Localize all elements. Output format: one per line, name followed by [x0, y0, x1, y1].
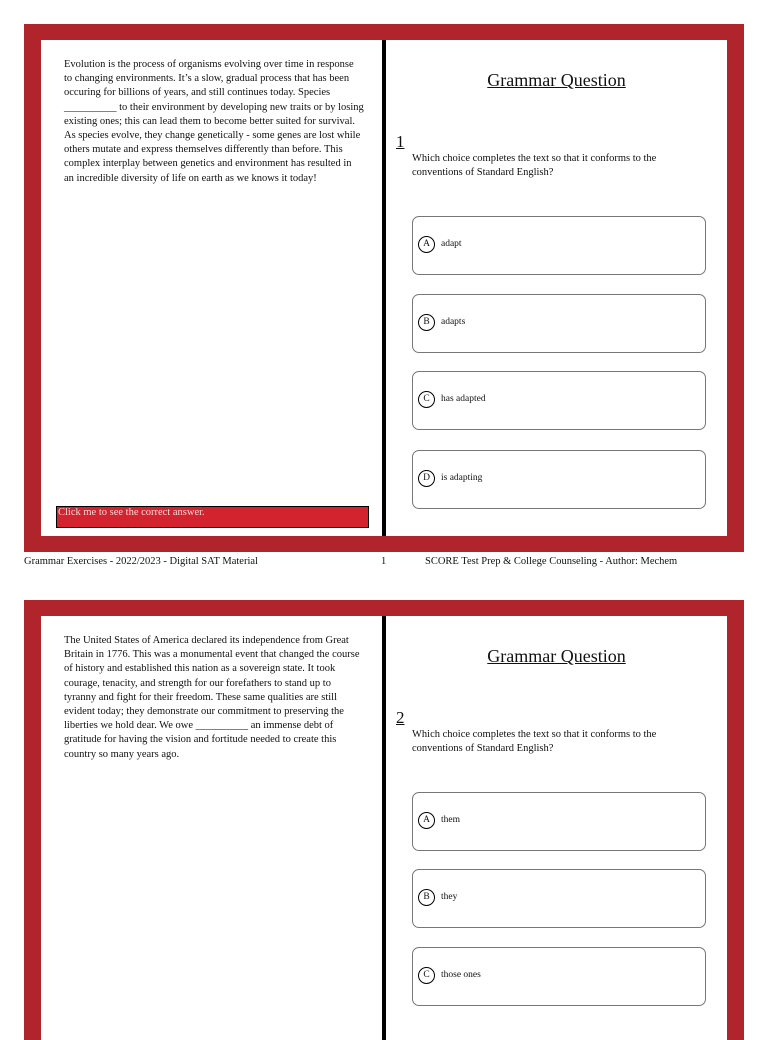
choice-letter: B	[418, 889, 435, 906]
footer-left-text: Grammar Exercises - 2022/2023 - Digital SAT Material	[24, 556, 258, 567]
choice-letter: A	[418, 236, 435, 253]
choice-b[interactable]	[412, 869, 706, 928]
choice-text: adapt	[441, 239, 462, 249]
question-title: Grammar Question	[487, 70, 626, 90]
page-2	[24, 600, 744, 1040]
choice-c[interactable]	[412, 371, 706, 430]
question-panel	[386, 40, 727, 536]
choice-b[interactable]	[412, 294, 706, 353]
choice-text: adapts	[441, 317, 466, 327]
choice-letter: B	[418, 314, 435, 331]
choice-letter: C	[418, 391, 435, 408]
choice-text: has adapted	[441, 394, 486, 404]
passage-text: Evolution is the process of organisms evolving over time in response to changing environments. It’s a slow, gradual process that has been occuring for billions of years, and still continues today. Species __________ to their environment by developing new traits or by losing existing ones; this can lead them to become better suited for survival. As species evolve, they change genetically - some genes are lost while others mutate and express themselves differently than before. This complex interplay between genetics and environment has resulted in an incredible diversity of life on earth as we knows it today!	[64, 59, 364, 184]
show-answer-button[interactable]: Click me to see the correct answer.	[56, 506, 369, 528]
page-footer	[0, 555, 768, 569]
choice-a[interactable]	[412, 216, 706, 275]
choice-text: those ones	[441, 970, 481, 980]
choice-letter: C	[418, 967, 435, 984]
question-panel	[386, 616, 727, 1040]
question-number: 1	[396, 132, 405, 151]
choice-text: they	[441, 892, 458, 902]
question-prompt: Which choice completes the text so that it conforms to the conventions of Standard English?	[412, 729, 657, 755]
choice-d[interactable]	[412, 450, 706, 509]
question-number: 2	[396, 708, 405, 727]
question-title: Grammar Question	[487, 646, 626, 666]
passage-panel	[41, 616, 382, 1040]
choice-letter: A	[418, 812, 435, 829]
passage-text: The United States of America declared its independence from Great Britain in 1776. This was a monumental event that changed the course of history and established this nation as a sovereign state. It took courage, tenacity, and strength for our forefathers to stand up to tyranny and fight for their freedom. These same qualities are still evident today; they demonstrate our commitment to preserving the liberties we hold dear. We owe __________ an immense debt of gratitude for having the vision and fortitude needed to create this country so many years ago.	[64, 635, 360, 760]
choice-a[interactable]	[412, 792, 706, 851]
passage-panel	[41, 40, 382, 536]
choice-text: them	[441, 815, 460, 825]
choice-letter: D	[418, 470, 435, 487]
choice-c[interactable]	[412, 947, 706, 1006]
footer-right-text: SCORE Test Prep & College Counseling - Author: Mechem	[425, 556, 678, 567]
question-prompt: Which choice completes the text so that it conforms to the conventions of Standard English?	[412, 153, 657, 179]
choice-text: is adapting	[441, 473, 483, 483]
footer-page-number: 1	[381, 556, 387, 567]
page-1	[24, 24, 744, 552]
